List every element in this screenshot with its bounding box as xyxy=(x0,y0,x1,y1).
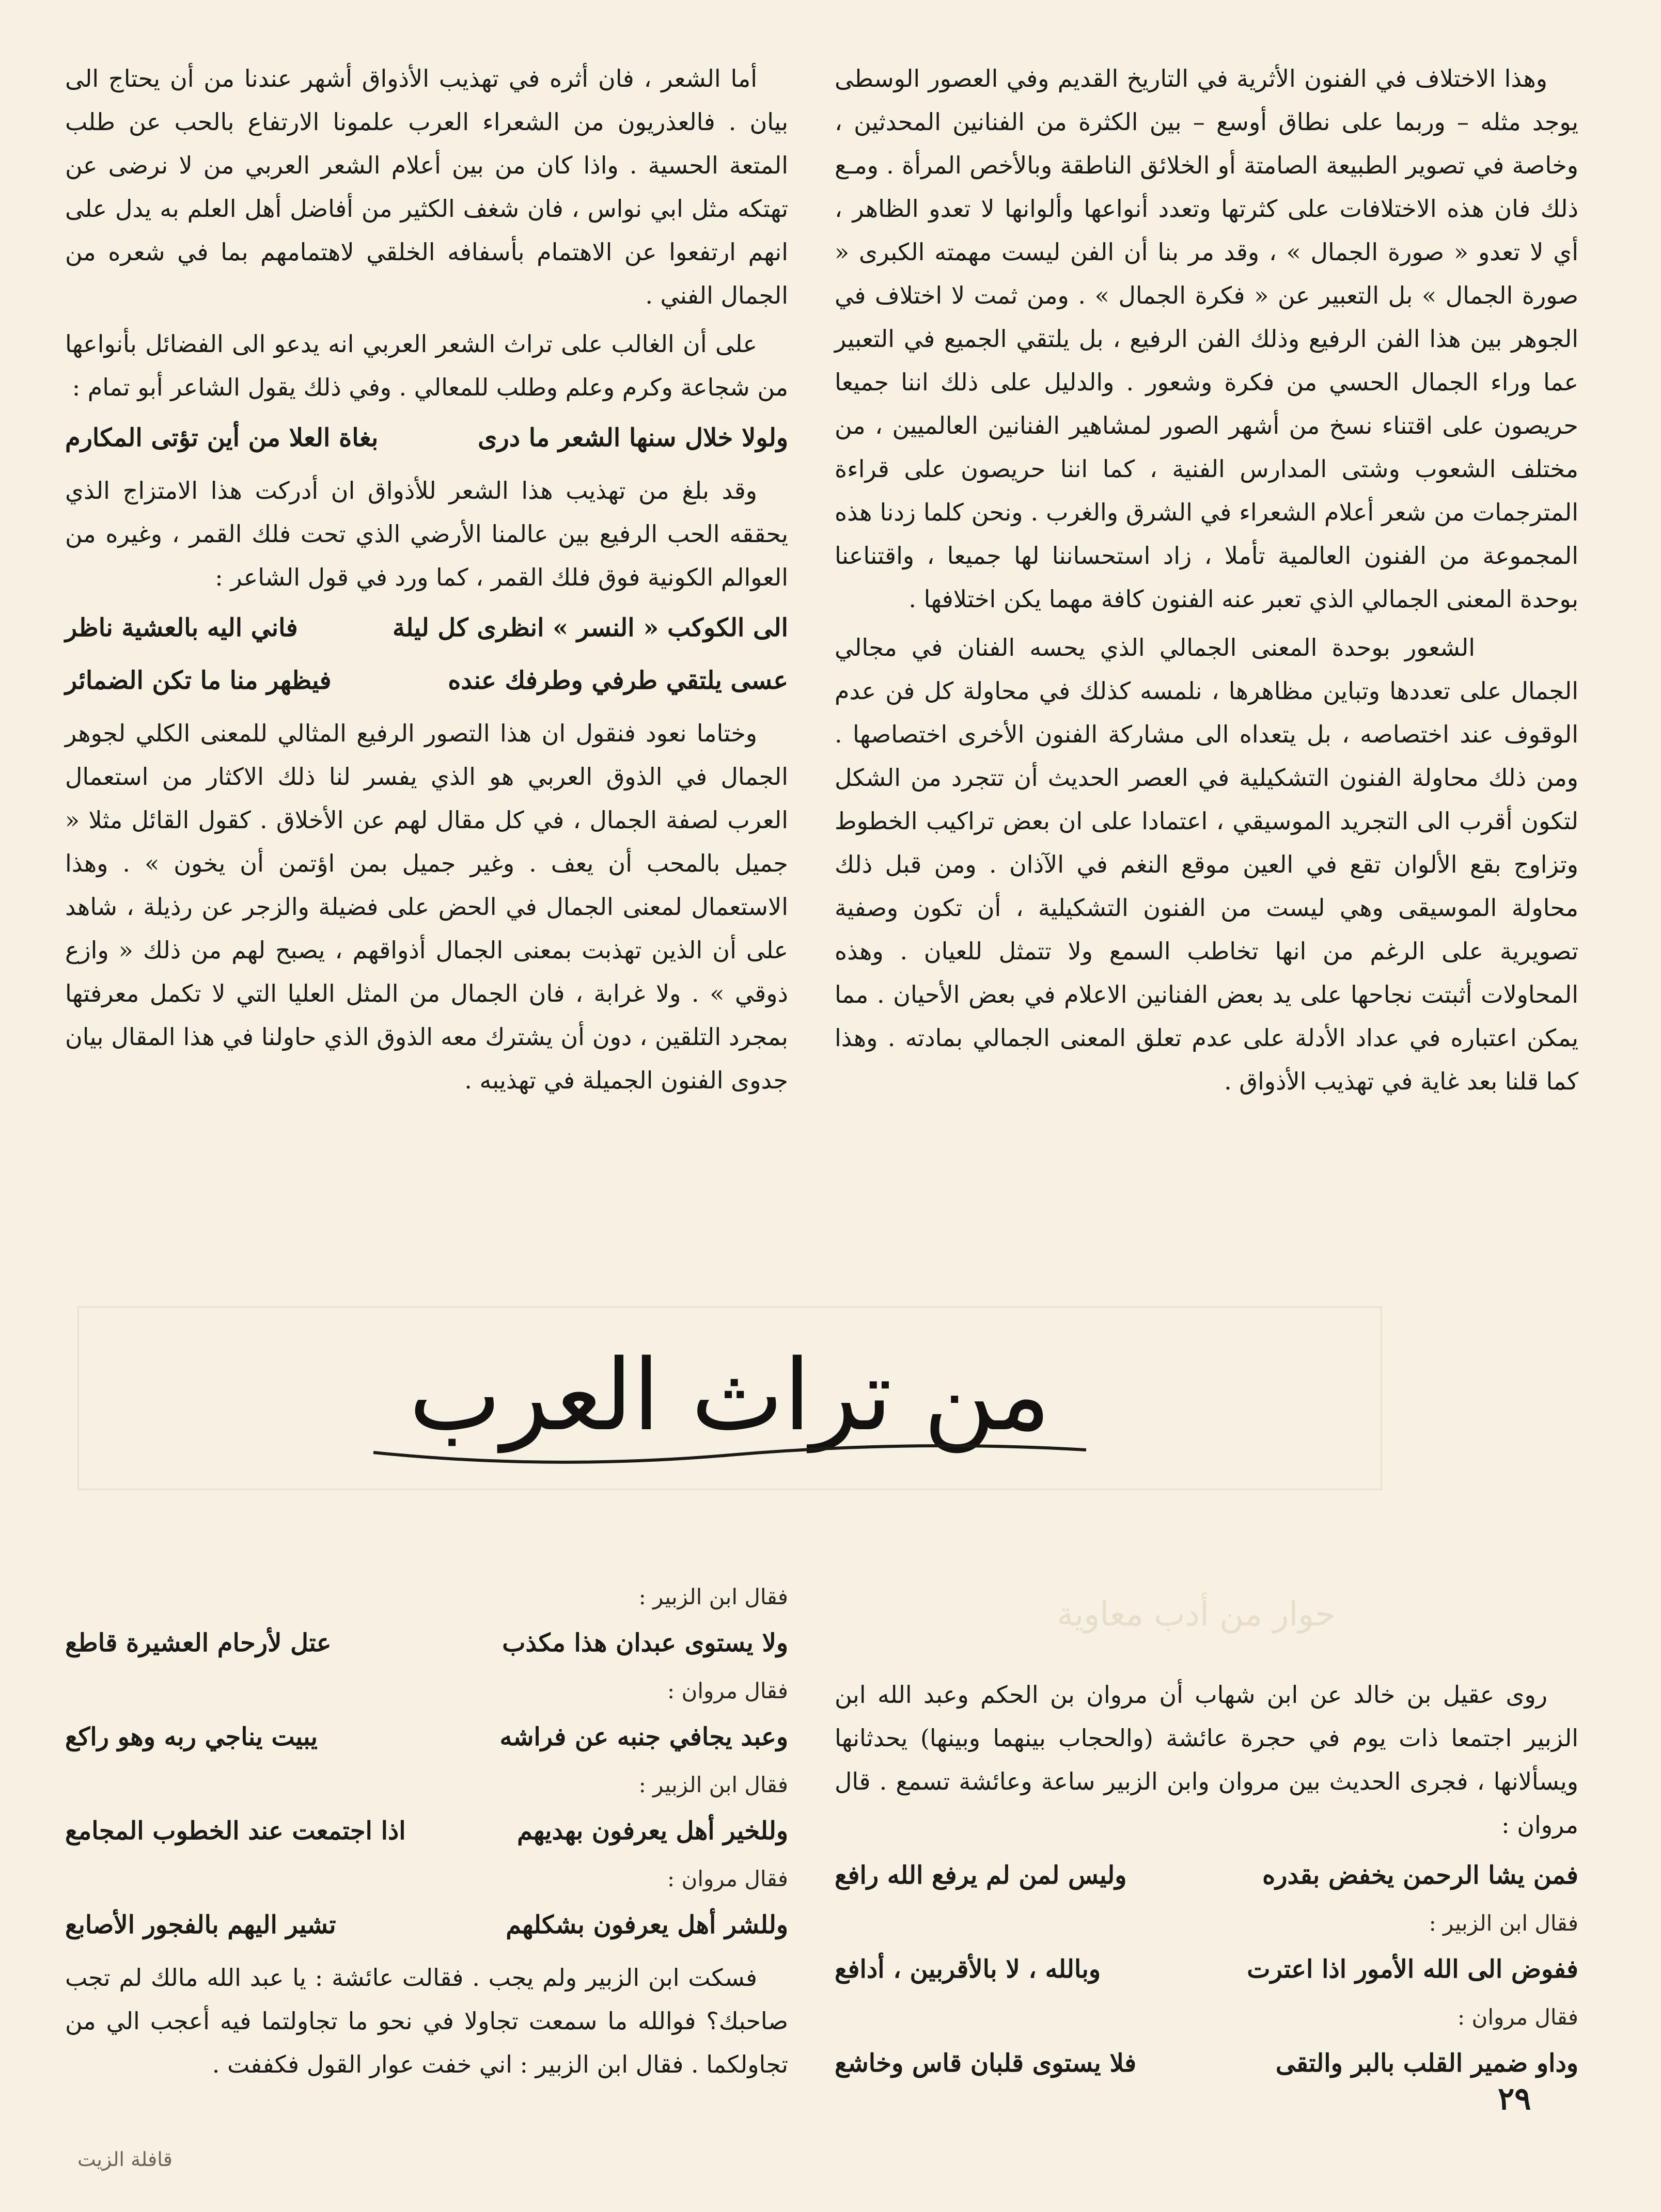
publication-name: قافلة الزيت xyxy=(77,2148,173,2171)
poem-verse xyxy=(835,2042,1578,2085)
calligraphy-flourish xyxy=(368,1432,1091,1473)
verse-hemistich: ففوض الى الله الأمور اذا اعترت xyxy=(1247,1955,1578,1984)
verse-hemistich: يبيت يناجي ربه وهو راكع xyxy=(65,1723,318,1751)
poem-verse xyxy=(65,416,788,460)
poem-verse xyxy=(65,1621,788,1665)
poem-verse xyxy=(65,606,788,650)
article-paragraph: وختاما نعود فنقول ان هذا التصور الرفيع المثالي للمعنى الكلي لجوهر الجمال في الذوق العربي هو الذي يفسر لنا ذلك الاكثار من استعمال العرب لصفة الجمال ، في كل مقال لهم عن الأخلاق . كقول القائل مثلا « جميل بالمحب أن يعف . وغير جميل بمن اؤتمن أن يخون » . وهذا الاستعمال لمعنى الجمال في الحض على فضيلة والزجر عن رذيلة ، شاهد على أن الذين تهذبت بمعنى الجمال أذواقهم ، يصبح لهم من ذلك « وازع ذوقي » . ولا غرابة ، فان الجمال من المثل العليا التي لا تكمل معرفتها بمجرد التلقين ، دون أن يشترك معه الذوق الذي حاولنا في هذا المقال بيان جدوى الفنون الجميلة في تهذيبه . xyxy=(65,719,788,1094)
article-paragraph: الشعور بوحدة المعنى الجمالي الذي يحسه الفنان في مجالي الجمال على تعددها وتباين مظاهرها ، نلمسه كذلك في محاولة كل فن عدم الوقوف عند اختصاصه ، بل يتعداه الى مشاركة الفنون الأخرى اختصاصها . ومن ذلك محاولة الفنون التشكيلية في العصر الحديث أن تتجرد من الشكل لتكون أقرب الى التجريد الموسيقي ، اعتمادا على ان بعض تراكيب الخطوط وتزاوج بقع الألوان تقع في العين موقع النغم في الآذان . ومن قبل ذلك محاولة الموسيقى وهي ليست من الفنون التشكيلية ، أن تكون وصفية تصويرية على الرغم من انها تخاطب السمع ولا تتمثل للعيان . وهذه المحاولات أثبتت نجاحها على يد بعض الفنانين الاعلام في بعض الأحيان . مما يمكن اعتباره في عداد الأدلة على عدم تعلق المعنى الجمالي بمادته . وهذا كما قلنا بعد غاية في تهذيب الأذواق . xyxy=(835,634,1578,1095)
poem-verse xyxy=(65,659,788,702)
section-title: من تراث العرب xyxy=(409,1338,1051,1452)
verse-hemistich: ولا يستوى عبدان هذا مكذب xyxy=(502,1629,788,1657)
verse-hemistich: فلا يستوى قلبان قاس وخاشع xyxy=(835,2049,1137,2078)
poem-verse xyxy=(65,1903,788,1947)
poem-verse xyxy=(65,1809,788,1853)
verse-hemistich: وعبد يجافي جنبه عن فراشه xyxy=(499,1723,788,1751)
verse-hemistich: الى الكوكب « النسر » انظرى كل ليلة xyxy=(392,613,788,642)
anecdote-column-left xyxy=(65,1580,788,2091)
verse-hemistich: اذا اجتمعت عند الخطوب المجامع xyxy=(65,1816,406,1845)
verse-hemistich: عتل لأرحام العشيرة قاطع xyxy=(65,1629,332,1657)
faded-subtitle: حوار من أدب معاوية xyxy=(1057,1595,1336,1634)
page-number: ٢٩ xyxy=(1498,2081,1531,2117)
article-paragraph: وهذا الاختلاف في الفنون الأثرية في التاريخ القديم وفي العصور الوسطى يوجد مثله – وربما على نطاق أوسع – بين الكثرة من الفنانين المحدثين ، وخاصة في تصوير الطبيعة الصامتة أو الخلائق الناطقة وبالأخص المرأة . ومـع ذلك فان هذه الاختلافات على كثرتها وتعدد أنواعها وألوانها لا تعدو الظاهر ، أي لا تعدو « صورة الجمال » ، وقد مر بنا أن الفن ليست مهمته الكبرى « صورة الجمال » بل التعبير عن « فكرة الجمال » . ومن ثمت لا اختلاف في الجوهر بين هذا الفن الرفيع وذلك الفن الرفيع ، بل يلتقي الجميع في التعبير عما وراء الجمال الحسي من فكرة وشعور . والدليل على ذلك اننا جميعا حريصون على اقتناء نسخ من أشهر الصور لمشاهير الفنانين العالميين ، من مختلف الشعوب وشتى المدارس الفنية ، كما اننا حريصون على قراءة المترجمات من شعر أعلام الشعراء في الشرق والغرب . ونحن كلما زدنا هذه المجموعة من الفنون العالمية تأملا ، زاد استحساننا لها جميعا ، واقتناعنا بوحدة المعنى الجمالي الذي تعبر عنه الفنون كافة مهما يكن اختلافها . xyxy=(835,65,1578,613)
verse-hemistich: عسى يلتقي طرفي وطرفك عنده xyxy=(448,666,788,695)
anecdote-closing: فسكت ابن الزبير ولم يجب . فقالت عائشة : يا عبد الله مالك لم تجب صاحبك؟ فوالله ما سمعت تجاولا في نحو ما تجاولتما فيه أعجب الي من تجاولكما . فقال ابن الزبير : اني خفت عوار القول فكففت . xyxy=(65,1964,788,2078)
speaker-label: فقال ابن الزبير : xyxy=(638,1772,788,1797)
verse-hemistich: بغاة العلا من أين تؤتى المكارم xyxy=(65,423,379,452)
speaker-label: فقال ابن الزبير : xyxy=(1429,1910,1578,1936)
article-paragraph: على أن الغالب على تراث الشعر العربي انه يدعو الى الفضائل بأنواعها من شجاعة وكرم وعلم وطلب للمعالي . وفي ذلك يقول الشاعر أبو تمام : xyxy=(65,330,788,401)
article-paragraph: وقد بلغ من تهذيب هذا الشعر للأذواق ان أدركت هذا الامتزاج الذي يحققه الحب الرفيع بين عالمنا الأرضي الذي تحت فلك القمر ، وغيره من العوالم الكونية فوق فلك القمر ، كما ورد في قول الشاعر : xyxy=(65,477,788,591)
article-paragraph: أما الشعر ، فان أثره في تهذيب الأذواق أشهر عندنا من أن يحتاج الى بيان . فالعذريون من الشعراء العرب علمونا الارتفاع بالحب عن طلب المتعة الحسية . واذا كان من بين أعلام الشعر العربي من لا نرضى عن تهتكه مثل ابي نواس ، فان شغف الكثير من أفاضل أهل العلم به يدل على انهم ارتفعوا عن الاهتمام بأسفافه الخلقي لاهتمامهم بما في شعره من الجمال الفني . xyxy=(65,65,788,309)
verse-hemistich: فاني اليه بالعشية ناظر xyxy=(65,613,298,642)
verse-hemistich: تشير اليهم بالفجور الأصابع xyxy=(65,1910,336,1939)
poem-verse xyxy=(835,1854,1578,1897)
speaker-label: فقال مروان : xyxy=(1458,2004,1578,2030)
poem-verse xyxy=(835,1948,1578,1991)
verse-hemistich: وللخير أهل يعرفون بهديهم xyxy=(517,1816,788,1845)
anecdote-column-right xyxy=(835,1673,1578,2094)
speaker-label: فقال مروان : xyxy=(667,1866,788,1891)
verse-hemistich: فيظهر منا ما تكن الضمائر xyxy=(65,666,332,695)
verse-hemistich: ولولا خلال سنها الشعر ما درى xyxy=(477,423,788,452)
article-column-right xyxy=(835,57,1578,1108)
verse-hemistich: وبالله ، لا بالأقربين ، أدافع xyxy=(835,1955,1101,1984)
section-banner xyxy=(77,1306,1382,1490)
article-column-left xyxy=(65,57,788,1107)
poem-verse xyxy=(65,1715,788,1759)
verse-hemistich: وداو ضمير القلب بالبر والتقى xyxy=(1275,2049,1578,2078)
speaker-label: فقال ابن الزبير : xyxy=(638,1584,788,1609)
speaker-label: فقال مروان : xyxy=(667,1678,788,1703)
anecdote-intro: روى عقيل بن خالد عن ابن شهاب أن مروان بن الحكم وعبد الله ابن الزبير اجتمعا ذات يوم في حجرة عائشة (والحجاب بينهما وبينها) يحدثانها ويسألانها ، فجرى الحديث بين مروان وابن الزبير ساعة وعائشة تسمع . قال مروان : xyxy=(835,1681,1578,1839)
verse-hemistich: وللشر أهل يعرفون بشكلهم xyxy=(506,1910,788,1939)
verse-hemistich: فمن يشا الرحمن يخفض بقدره xyxy=(1262,1861,1578,1890)
verse-hemistich: وليس لمن لم يرفع الله رافع xyxy=(835,1861,1127,1890)
